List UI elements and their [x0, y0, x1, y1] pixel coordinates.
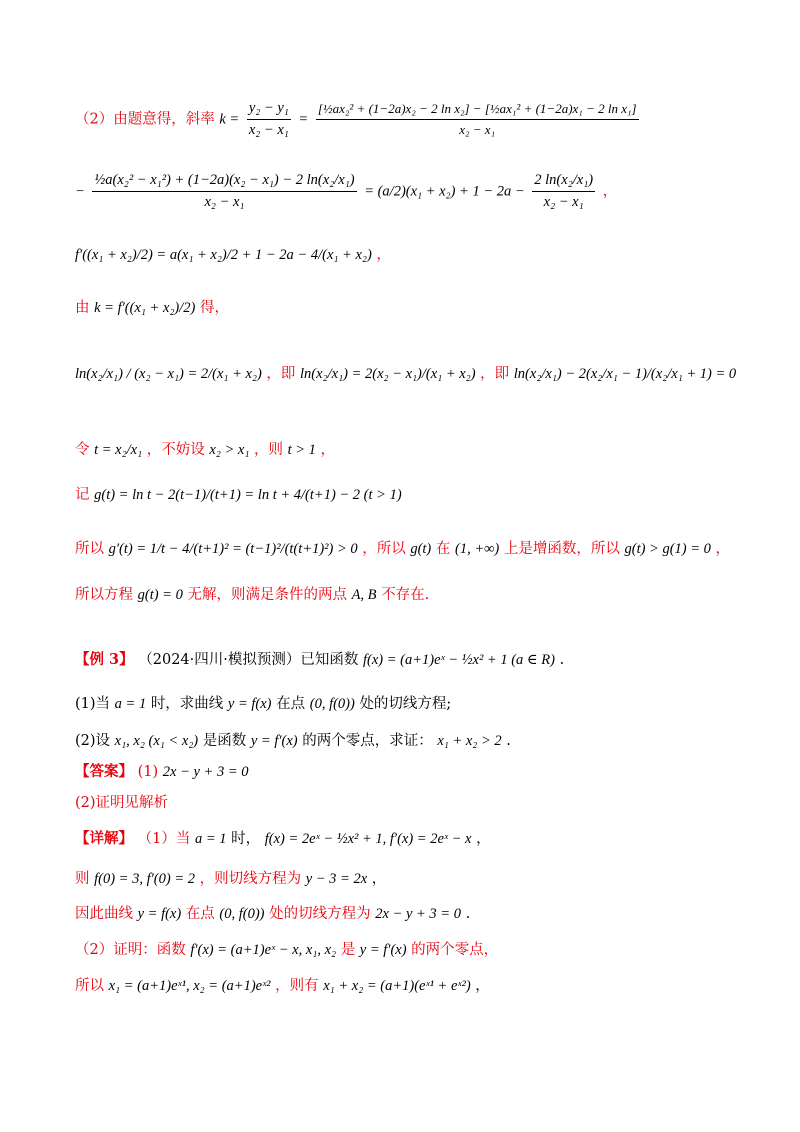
- q1-pre: (1)当: [75, 696, 111, 712]
- d4-function: f′(x) = (a+1)eˣ − x, x₁, x₂: [190, 942, 337, 958]
- d3-curve: y = f(x): [137, 906, 182, 922]
- solution-line-derivative-midpoint: [75, 243, 391, 264]
- solution-line-substitution: [75, 438, 335, 459]
- q1-mid: 时，求曲线: [150, 696, 224, 712]
- d5-equations: x₁ = (a+1)eˣ¹, x₂ = (a+1)eˣ²: [108, 978, 271, 994]
- example3-source: （2024·四川·模拟预测）已知函数: [138, 652, 359, 668]
- line8-inc: 上是增函数，所以: [503, 541, 620, 557]
- g-inequality: g(t) > g(1) = 0: [624, 541, 711, 557]
- answer-equation: 2x − y + 3 = 0: [162, 764, 249, 780]
- slope-numerator: y₂ − y₁: [247, 100, 291, 120]
- q2-pre: (2)设: [75, 733, 111, 749]
- detail-line5: [75, 974, 490, 995]
- interval: (1, +∞): [454, 541, 500, 557]
- d4-mid: 是: [340, 942, 356, 958]
- d4-fn: y = f′(x): [359, 942, 407, 958]
- q1-point: (0, f(0)): [309, 696, 355, 712]
- d4-pre: （2）证明：函数: [75, 942, 186, 958]
- expansion-rhs: = (a/2)(x₁ + x₂) + 1 − 2a −: [364, 183, 525, 200]
- g-equals-zero: g(t) = 0: [137, 587, 183, 603]
- g-definition: g(t) = ln t − 2(t−1)/(t+1) = ln t + 4/(t+1) − 2 (t > 1): [94, 487, 402, 503]
- detail-mid: 时，: [231, 831, 261, 847]
- line4-pre: 由: [75, 300, 90, 316]
- detail-line1: [75, 827, 491, 848]
- d3-equation: 2x − y + 3 = 0: [375, 906, 461, 922]
- line8-end: ，: [715, 541, 731, 557]
- solution-line-slope: （2）由题意得，斜率 k = $\frac{\text{y₂ − y₁}}{\text{x₂ − x₁}}$ = $\frac{\text{[½ax₂² + (1−2a)x₂ − 2 ln x₂] − [½ax₁² + (1−2a)x₁ − 2 ln x₁]}}{\text{x₂ − x₁}}$: [75, 100, 637, 138]
- g-derivative: g′(t) = 1/t − 4/(t+1)² = (t−1)²/(t(t+1)²) > 0: [108, 541, 358, 557]
- answer-tag: 【答案】: [75, 763, 133, 780]
- answer-line: [75, 760, 249, 781]
- detail-line3: [75, 902, 470, 923]
- q2-function: y = f′(x): [250, 733, 298, 749]
- solution-line-g-definition: [75, 483, 402, 504]
- detail-line2: [75, 867, 386, 888]
- q2-mid: 是函数: [202, 733, 247, 749]
- answer-part1-label: (1): [137, 764, 159, 780]
- d2-end: ，: [371, 871, 387, 887]
- question2: [75, 729, 511, 750]
- d2-mid: ，则切线方程为: [199, 871, 302, 887]
- d3-end: .: [465, 906, 471, 922]
- answer-part2-text: (2)证明见解析: [75, 795, 169, 811]
- line6-end: ，: [320, 442, 336, 458]
- d3-pre: 因此曲线: [75, 906, 133, 922]
- example3-function: f(x) = (a+1)eˣ − ½x² + 1 (a ∈ R): [362, 652, 555, 668]
- d5-mid: ，则有: [275, 978, 319, 994]
- d5-sum: x₁ + x₂ = (a+1)(eˣ¹ + eˣ²): [323, 978, 471, 994]
- line9-post: 无解，则满足条件的两点: [187, 587, 347, 603]
- q2-end: .: [506, 733, 511, 749]
- line5-mid2: ，即: [480, 366, 510, 382]
- q1-post: 处的切线方程;: [359, 696, 452, 712]
- big-denominator: x₂ − x₁: [459, 122, 496, 137]
- example3-tag: 【例 3】: [75, 651, 134, 668]
- big-fraction: [316, 101, 639, 138]
- d2-pre: 则: [75, 871, 90, 887]
- d5-pre: 所以: [75, 978, 104, 994]
- example3-heading: [75, 648, 564, 669]
- d5-end: ，: [475, 978, 490, 994]
- k-equals: k =: [219, 111, 240, 128]
- d3-point: (0, f(0)): [219, 906, 265, 922]
- line9-pre: 所以方程: [75, 587, 133, 603]
- line4-post: 得，: [199, 300, 229, 316]
- log-fraction: [532, 172, 595, 211]
- expansion-denominator: x₂ − x₁: [204, 194, 245, 210]
- log-equation-c: ln(x₂/x₁) − 2(x₂/x₁ − 1)/(x₂/x₁ + 1) = 0: [513, 366, 737, 382]
- d3-post: 处的切线方程为: [269, 906, 371, 922]
- q2-inequality: x₁ + x₂ > 2: [437, 733, 502, 749]
- detail-line4: [75, 938, 498, 959]
- line6-mid2: ，则: [253, 442, 283, 458]
- q1-curve: y = f(x): [227, 696, 272, 712]
- slope-fraction: [247, 100, 291, 139]
- part2-label: （2）由题意得，斜率: [75, 111, 215, 128]
- line7-pre: 记: [75, 487, 90, 503]
- example3-end: .: [559, 652, 565, 668]
- line6-mid: ，不妨设: [146, 442, 205, 458]
- slope-denominator: x₂ − x₁: [248, 122, 289, 138]
- detail-cond: a = 1: [194, 831, 227, 847]
- d4-post: 的两个零点，: [411, 942, 499, 958]
- d2-equation: y − 3 = 2x: [305, 871, 368, 887]
- d2-values: f(0) = 3, f′(0) = 2: [94, 871, 195, 887]
- detail-tag: 【详解】: [75, 830, 133, 847]
- solution-line-condition: [75, 296, 229, 317]
- solution-line-conclusion: [75, 583, 429, 604]
- x2-gt-x1: x₂ > x₁: [209, 442, 250, 458]
- solution-line-monotonic: [75, 537, 730, 558]
- answer-part2: [75, 791, 168, 812]
- line5-mid1: ，即: [266, 366, 296, 382]
- question1: [75, 692, 451, 713]
- t-gt-1: t > 1: [287, 442, 316, 458]
- line9-end: 不存在.: [381, 587, 430, 603]
- q1-at: 在点: [276, 696, 306, 712]
- q2-vars: x₁, x₂ (x₁ < x₂): [114, 733, 199, 749]
- g-of-t: g(t): [410, 541, 432, 557]
- expansion-fraction: [92, 172, 356, 211]
- line3-end: ，: [376, 247, 391, 263]
- log-equation-a: ln(x₂/x₁) / (x₂ − x₁) = 2/(x₁ + x₂): [75, 366, 262, 382]
- line8-mid: ，所以: [362, 541, 406, 557]
- d3-at: 在点: [185, 906, 215, 922]
- detail-p1: （1）当: [137, 831, 191, 847]
- q2-mid2: 的两个零点，求证：: [302, 733, 433, 749]
- line8-in: 在: [435, 541, 451, 557]
- expansion-numerator: ½a(x₂² − x₁²) + (1−2a)(x₂ − x₁) − 2 ln(x₂/x₁): [92, 172, 356, 192]
- log-numerator: 2 ln(x₂/x₁): [532, 172, 595, 192]
- line2-end: ，: [602, 183, 618, 200]
- big-numerator: [½ax₂² + (1−2a)x₂ − 2 ln x₂] − [½ax₁² + (1−2a)x₁ − 2 ln x₁]: [316, 101, 639, 120]
- detail-function: f(x) = 2eˣ − ½x² + 1, f′(x) = 2eˣ − x: [264, 831, 472, 847]
- q1-cond: a = 1: [114, 696, 147, 712]
- t-definition: t = x₂/x₁: [94, 442, 143, 458]
- line8-pre: 所以: [75, 541, 104, 557]
- solution-line-expansion: − $\frac{\text{½a(x₂² − x₁²) + (1−2a)(x₂ − x₁) − 2 ln(x₂/x₁)}}{\text{x₂ − x₁}}$ = (a/2)(x₁ + x₂) + 1 − 2a − $\frac{\text{2 ln(x₂/x₁)}}{\text{x₂ − x₁}}$ ，: [75, 172, 618, 210]
- detail-end: ，: [476, 831, 491, 847]
- solution-line-log-equation: [75, 362, 736, 383]
- line6-pre: 令: [75, 442, 90, 458]
- k-equals-derivative: k = f′((x₁ + x₂)/2): [94, 300, 196, 316]
- log-denominator: x₂ − x₁: [543, 194, 584, 210]
- points-ab: A, B: [351, 587, 377, 603]
- midpoint-derivative: f′((x₁ + x₂)/2) = a(x₁ + x₂)/2 + 1 − 2a − 4/(x₁ + x₂): [75, 247, 372, 263]
- log-equation-b: ln(x₂/x₁) = 2(x₂ − x₁)/(x₁ + x₂): [300, 366, 476, 382]
